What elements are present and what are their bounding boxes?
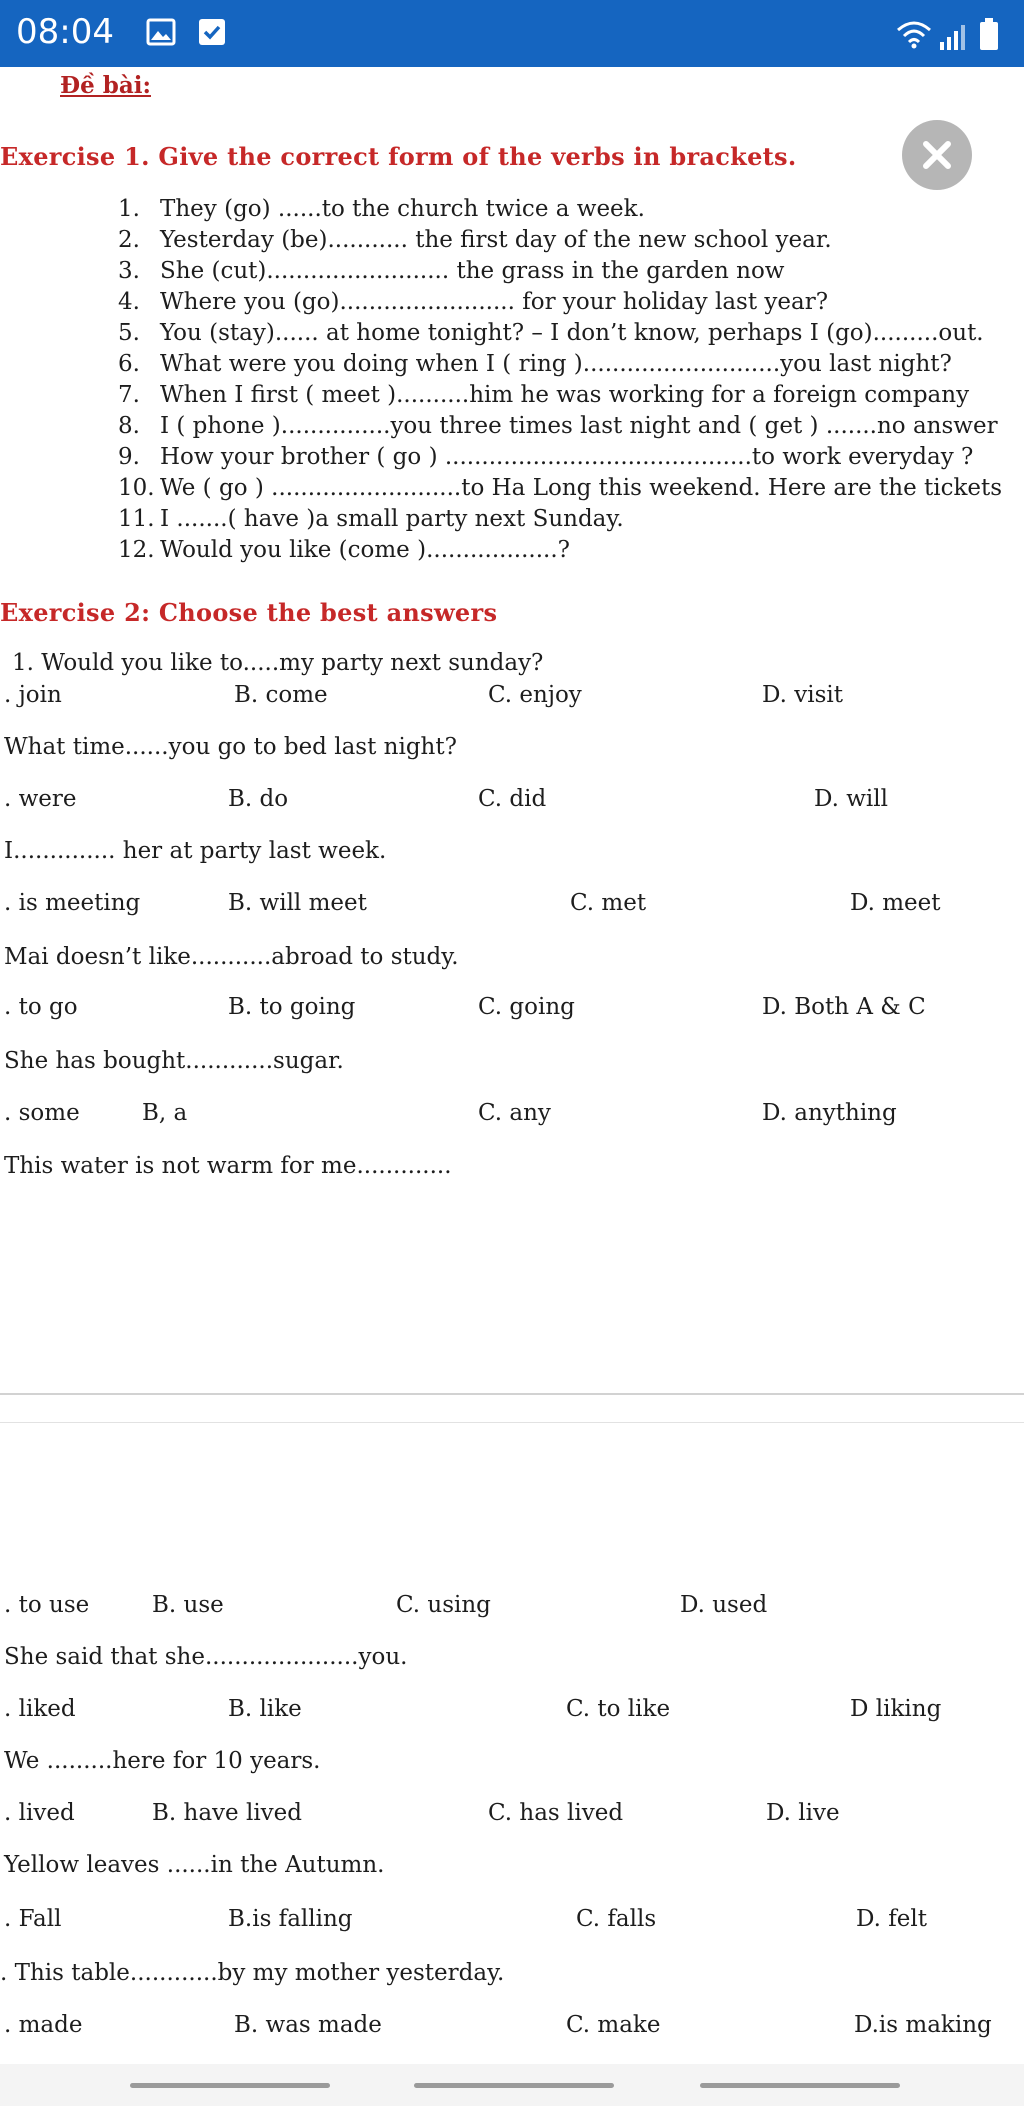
list-item: 11. I .......( have )a small party next Sunday.: [118, 506, 624, 532]
option-c: C. falls: [576, 1906, 657, 1932]
bottom-nav-bar: [0, 2064, 1024, 2106]
option-c: C. enjoy: [488, 682, 582, 708]
option-b: B. come: [234, 682, 328, 708]
option-d: D. anything: [762, 1100, 897, 1126]
list-item: 10. We ( go ) ..........................to Ha Long this weekend. Here are the tickets: [118, 475, 1003, 501]
option-d: D. felt: [856, 1906, 927, 1932]
option-a: . to go: [4, 994, 78, 1020]
option-b: B. like: [228, 1696, 302, 1722]
option-d: D. visit: [762, 682, 843, 708]
option-a: . Fall: [4, 1906, 62, 1932]
list-item: 7. When I first ( meet )..........him he was working for a foreign company: [118, 382, 970, 408]
question-8: She said that she.....................you.: [4, 1644, 408, 1670]
list-item: 6. What were you doing when I ( ring )...........................you last night?: [118, 351, 952, 377]
option-b: B. to going: [228, 994, 356, 1020]
divider: [0, 1422, 1024, 1423]
option-b: B. use: [152, 1592, 224, 1618]
option-a: . some: [4, 1100, 80, 1126]
check-notification-icon: [198, 18, 226, 50]
option-d: D.is making: [854, 2012, 992, 2038]
question-5: She has bought............sugar.: [4, 1048, 344, 1074]
signal-icon: [940, 25, 965, 50]
nav-handle[interactable]: [700, 2083, 900, 2088]
option-b: B. have lived: [152, 1800, 303, 1826]
option-c: C. met: [570, 890, 647, 916]
question-10: Yellow leaves ......in the Autumn.: [4, 1852, 385, 1878]
exercise-1-title: Exercise 1. Give the correct form of the verbs in brackets.: [0, 142, 797, 171]
question-1: 1. Would you like to.....my party next sunday?: [12, 650, 544, 676]
option-a: . made: [4, 2012, 83, 2038]
option-b: B. do: [228, 786, 289, 812]
nav-handle[interactable]: [414, 2083, 614, 2088]
option-c: C. going: [478, 994, 575, 1020]
list-item: 5. You (stay)...... at home tonight? – I don’t know, perhaps I (go).........out.: [118, 320, 984, 346]
option-d: D. will: [814, 786, 888, 812]
option-c: C. did: [478, 786, 547, 812]
option-b: B, a: [142, 1100, 188, 1126]
option-d: D liking: [850, 1696, 942, 1722]
close-icon: [920, 138, 954, 172]
option-b: B. will meet: [228, 890, 367, 916]
question-6: This water is not warm for me.............: [4, 1153, 452, 1179]
exercise-1-list: [118, 194, 1002, 566]
option-a: . is meeting: [4, 890, 141, 916]
option-a: . liked: [4, 1696, 76, 1722]
option-a: . lived: [4, 1800, 75, 1826]
option-b: B.is falling: [228, 1906, 353, 1932]
option-a: . were: [4, 786, 77, 812]
list-item: 8. I ( phone )...............you three times last night and ( get ) .......no answer: [118, 413, 998, 439]
option-d: D. used: [680, 1592, 768, 1618]
option-d: D. live: [766, 1800, 840, 1826]
list-item: 9. How your brother ( go ) ..........................................to work everyday ?: [118, 444, 974, 470]
close-button[interactable]: [902, 120, 972, 190]
option-c: C. has lived: [488, 1800, 624, 1826]
nav-handle[interactable]: [130, 2083, 330, 2088]
status-time: 08:04: [16, 12, 114, 52]
battery-icon: [980, 18, 998, 50]
wifi-icon: [898, 23, 930, 49]
list-item: 12. Would you like (come )..................?: [118, 537, 571, 563]
list-item: 1. They (go) ......to the church twice a week.: [118, 196, 645, 222]
option-c: C. make: [566, 2012, 661, 2038]
list-item: 2. Yesterday (be)........... the first day of the new school year.: [118, 227, 832, 253]
option-d: D. Both A & C: [762, 994, 926, 1020]
option-a: . join: [4, 682, 62, 708]
page-heading: Đề bài:: [60, 72, 151, 99]
list-item: 4. Where you (go)........................ for your holiday last year?: [118, 289, 829, 315]
option-a: . to use: [4, 1592, 90, 1618]
image-notification-icon: [146, 18, 176, 50]
question-4: Mai doesn’t like...........abroad to study.: [4, 944, 459, 970]
question-9: We .........here for 10 years.: [4, 1748, 321, 1774]
divider: [0, 1393, 1024, 1395]
option-c: C. using: [396, 1592, 491, 1618]
option-b: B. was made: [234, 2012, 382, 2038]
question-2: What time......you go to bed last night?: [4, 734, 457, 760]
option-c: C. any: [478, 1100, 551, 1126]
option-c: C. to like: [566, 1696, 671, 1722]
list-item: 3. She (cut)......................... the grass in the garden now: [118, 258, 785, 284]
status-bar: [0, 0, 1024, 67]
question-3: I.............. her at party last week.: [4, 838, 387, 864]
option-d: D. meet: [850, 890, 941, 916]
status-icons: [890, 14, 1010, 54]
exercise-2-title: Exercise 2: Choose the best answers: [0, 598, 498, 627]
question-11: . This table............by my mother yesterday.: [0, 1960, 505, 1986]
